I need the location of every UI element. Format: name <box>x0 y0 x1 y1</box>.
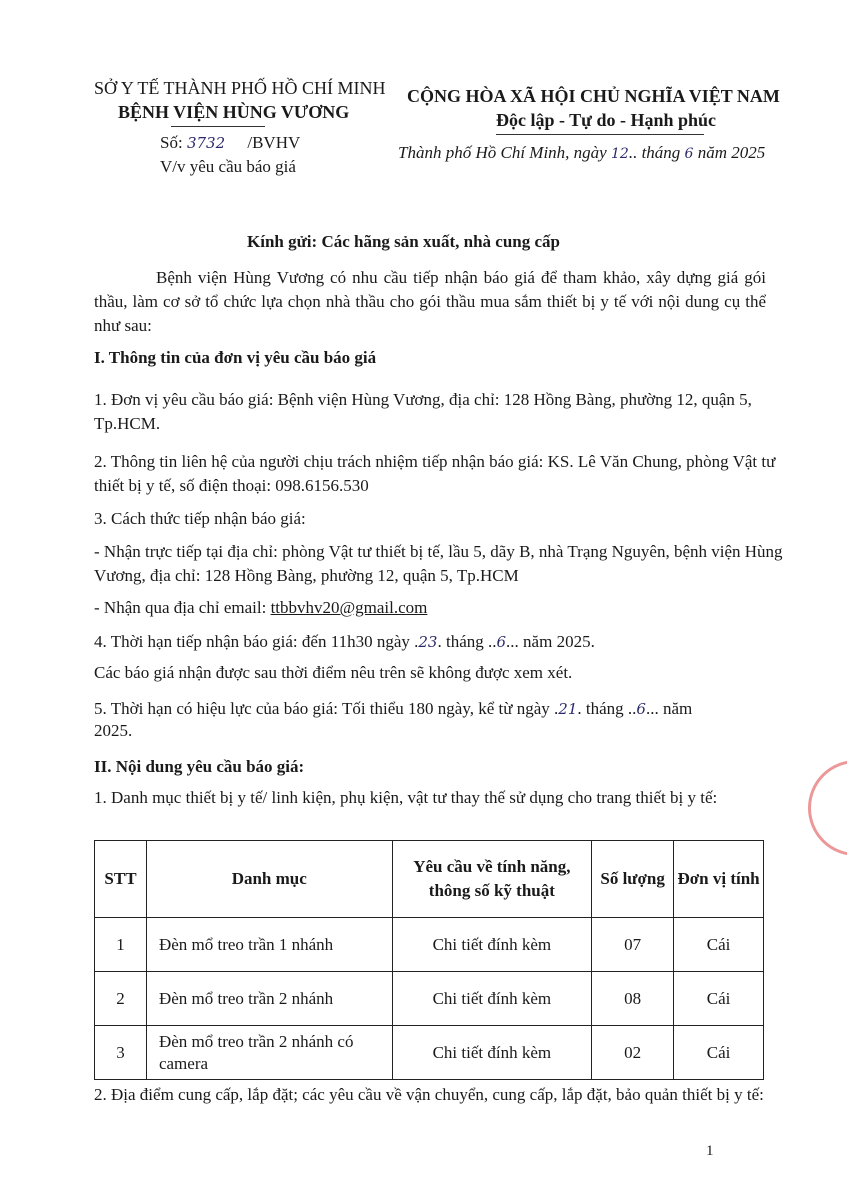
item5-prefix: 5. Thời hạn có hiệu lực của báo giá: Tối thiểu 180 ngày, kể từ ngày <box>94 699 550 718</box>
table-header-row <box>95 841 764 918</box>
item5-month: 6 <box>636 700 646 718</box>
equipment-table <box>94 840 764 1080</box>
table-row <box>95 918 764 972</box>
section1-item3: 3. Cách thức tiếp nhận báo giá: <box>94 509 306 528</box>
row-specs: Chi tiết đính kèm <box>392 972 592 1026</box>
document-number <box>160 133 300 153</box>
recipient-line: Kính gửi: Các hãng sản xuất, nhà cung cấp <box>247 232 560 251</box>
section1-item5-year: 2025. <box>94 721 133 740</box>
section1-item4-note: Các báo giá nhận được sau thời điểm nêu trên sẽ không được xem xét. <box>94 663 573 682</box>
date-month: 6 <box>684 146 694 162</box>
country-name: CỘNG HÒA XÃ HỘI CHỦ NGHĨA VIỆT NAM <box>407 86 780 106</box>
section2-item1: 1. Danh mục thiết bị y tế/ linh kiện, phụ kiện, vật tư thay thế sử dụng cho trang thiết bị y tế: <box>94 788 718 807</box>
section1-item2: 2. Thông tin liên hệ của người chịu trách nhiệm tiếp nhận báo giá: KS. Lê Văn Chung, phòng Vật tư thiết bị y tế, số điện thoại: 098.6156.530 <box>94 452 776 495</box>
item4-month-label: tháng <box>445 632 484 651</box>
date-day: 12 <box>610 146 629 162</box>
intro-paragraph: Bệnh viện Hùng Vương có nhu cầu tiếp nhận báo giá để tham khảo, xây dựng giá gói thầu, làm cơ sở tổ chức lựa chọn nhà thầu cho gói thầu mua sắm thiết bị y tế với nội dung cụ thể như sau: <box>94 268 766 335</box>
section1-item4: 4. Thời hạn tiếp nhận báo giá: đến 11h30 ngày .23. tháng ..6... năm 2025. <box>94 632 595 651</box>
number-suffix: /BVHV <box>247 133 301 152</box>
date-prefix: Thành phố Hồ Chí Minh, ngày <box>398 143 607 162</box>
number-label: Số: <box>160 133 183 152</box>
item4-prefix: 4. Thời hạn tiếp nhận báo giá: đến 11h30 ngày <box>94 632 410 651</box>
row-quantity: 08 <box>592 972 674 1026</box>
header-item: Danh mục <box>146 841 392 918</box>
header-specs: Yêu cầu về tính năng, thông số kỹ thuật <box>392 841 592 918</box>
section2-item2: 2. Địa điểm cung cấp, lắp đặt; các yêu cầu về vận chuyển, cung cấp, lắp đặt, bảo quản thiết bị y tế: <box>94 1085 764 1104</box>
page-number: 1 <box>706 1143 714 1159</box>
section1-item3-direct: - Nhận trực tiếp tại địa chỉ: phòng Vật tư thiết bị tế, lầu 5, dãy B, nhà Trạng Nguyên, bệnh viện Hùng Vương, địa chỉ: 128 Hồng Bàng, phường 12, quận 5, Tp.HCM <box>94 542 783 585</box>
section1-item1: 1. Đơn vị yêu cầu báo giá: Bệnh viện Hùng Vương, địa chỉ: 128 Hồng Bàng, phường 12, quận 5, Tp.HCM. <box>94 390 752 433</box>
row-item: Đèn mổ treo trần 1 nhánh <box>146 918 392 972</box>
document-date: Thành phố Hồ Chí Minh, ngày 12.. tháng 6 năm 2025 <box>398 143 766 162</box>
header-quantity: Số lượng <box>592 841 674 918</box>
row-item: Đèn mổ treo trần 2 nhánh có camera <box>146 1026 392 1080</box>
row-stt: 2 <box>95 972 147 1026</box>
item4-month: 6 <box>496 633 507 651</box>
hospital-name-underline <box>171 126 265 127</box>
email-label: - Nhận qua địa chỉ email: <box>94 598 267 617</box>
row-unit: Cái <box>674 918 764 972</box>
section1-title: I. Thông tin của đơn vị yêu cầu báo giá <box>94 348 377 367</box>
table-row <box>95 972 764 1026</box>
item5-day: 21 <box>558 700 578 718</box>
row-specs: Chi tiết đính kèm <box>392 1026 592 1080</box>
item4-day: 23 <box>418 633 438 651</box>
section1-item5: 5. Thời hạn có hiệu lực của báo giá: Tối thiểu 180 ngày, kể từ ngày .21. tháng ..6... năm <box>94 699 693 718</box>
motto: Độc lập - Tự do - Hạnh phúc <box>496 110 717 130</box>
row-stt: 1 <box>95 918 147 972</box>
section1-item3-email-line <box>94 596 427 620</box>
row-stt: 3 <box>95 1026 147 1080</box>
row-quantity: 02 <box>592 1026 674 1080</box>
row-unit: Cái <box>674 1026 764 1080</box>
row-unit: Cái <box>674 972 764 1026</box>
hospital-name: BỆNH VIỆN HÙNG VƯƠNG <box>118 102 350 122</box>
item5-month-label: tháng <box>585 699 624 718</box>
number-handwritten: 3732 <box>186 134 226 152</box>
item4-suffix: năm 2025. <box>523 632 595 651</box>
date-suffix: năm 2025 <box>697 143 766 162</box>
header-stt: STT <box>95 841 147 918</box>
table-row <box>95 1026 764 1080</box>
row-item: Đèn mổ treo trần 2 nhánh <box>146 972 392 1026</box>
department-name: SỞ Y TẾ THÀNH PHỐ HỒ CHÍ MINH <box>94 78 386 98</box>
header-unit: Đơn vị tính <box>674 841 764 918</box>
item5-suffix: năm <box>662 699 693 718</box>
document-subject: V/v yêu cầu báo giá <box>160 157 296 176</box>
row-quantity: 07 <box>592 918 674 972</box>
row-specs: Chi tiết đính kèm <box>392 918 592 972</box>
motto-underline <box>496 134 704 135</box>
section2-title: II. Nội dung yêu cầu báo giá: <box>94 757 305 776</box>
email-link[interactable]: ttbbvhv20@gmail.com <box>270 598 428 617</box>
date-month-label: tháng <box>641 143 681 162</box>
seal-stamp <box>808 760 847 856</box>
